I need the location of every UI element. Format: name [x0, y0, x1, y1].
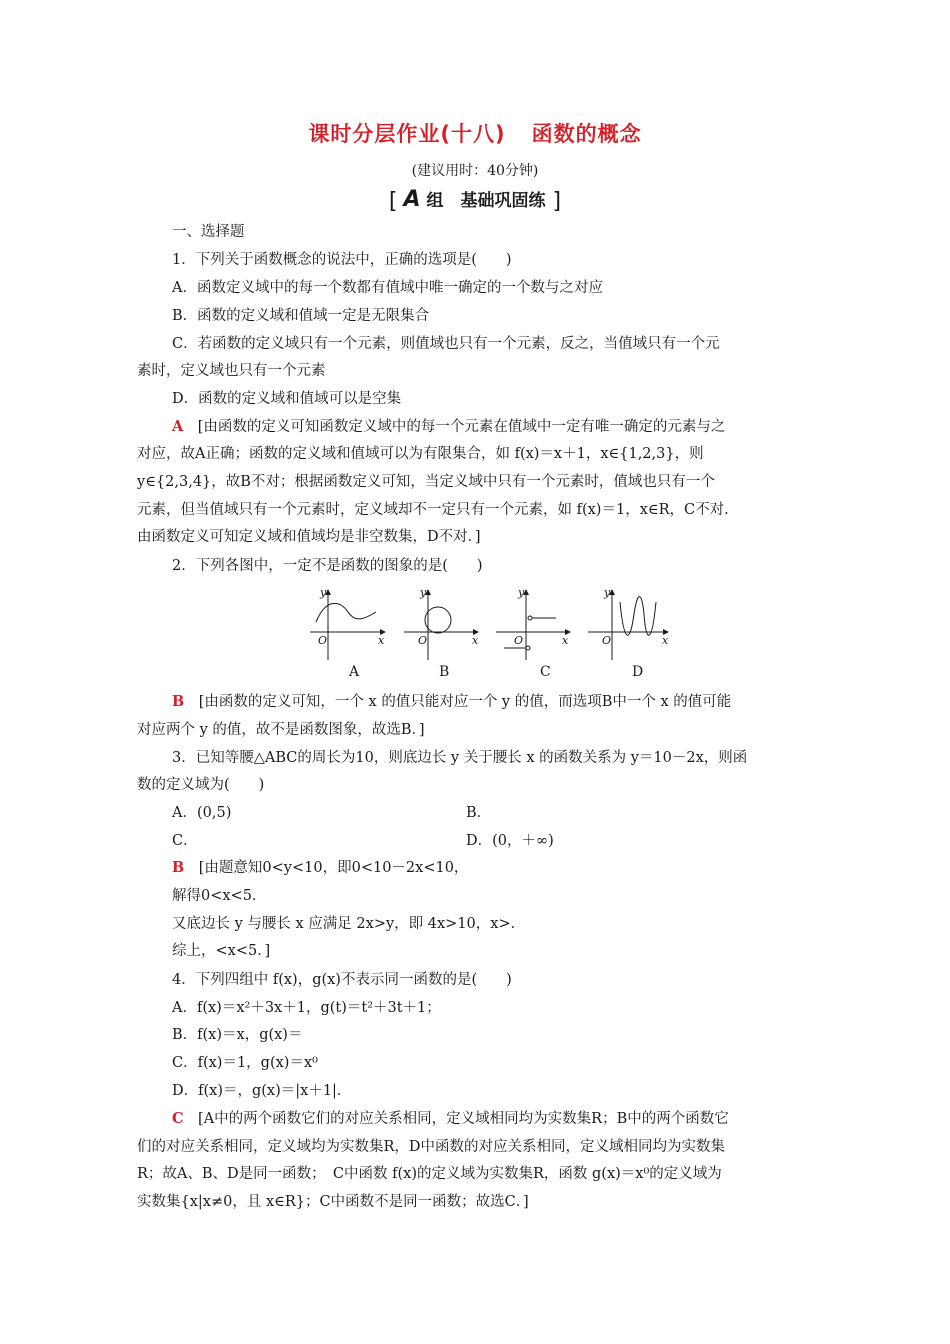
q1-solution-line2: 对应，故A正确；函数的定义域和值域可以为有限集合，如 f(x)＝x＋1，x∈{1,2,3}，则 — [137, 446, 704, 462]
graph-d-x-label: x — [662, 634, 669, 647]
section-heading: 一、选择题 — [172, 224, 245, 240]
q3-stem-cont: 数的定义域为( ) — [137, 777, 265, 793]
q3-option-d: D．(0，＋∞) — [466, 833, 554, 849]
group-heading: [ A 组 基础巩固练 ] — [388, 187, 562, 214]
q3-solution: B [由题意知0<y<10，即0<10－2x<10， — [172, 859, 469, 876]
q2-graphs-figure — [300, 584, 680, 662]
graph-c-label: C — [540, 664, 551, 680]
q3-answer: B — [172, 859, 185, 876]
q4-stem: 4．下列四组中 f(x)，g(x)不表示同一函数的是( ) — [172, 972, 512, 988]
graph-b-x-label: x — [472, 634, 479, 647]
graph-c-x-label: x — [562, 634, 569, 647]
graph-a-x-label: x — [378, 634, 385, 647]
q1-option-d: D．函数的定义域和值域可以是空集 — [172, 391, 402, 407]
q1-answer: A — [172, 418, 184, 435]
q1-option-a: A．函数定义域中的每一个数都有值域中唯一确定的一个数与之对应 — [172, 280, 603, 296]
q4-option-b: B．f(x)＝x，g(x)＝ — [172, 1027, 303, 1043]
q3-option-a: A．(0,5) — [172, 805, 232, 821]
graph-a-origin: O — [318, 634, 328, 647]
q2-solution: B [由函数的定义可知，一个 x 的值只能对应一个 y 的值，而选项B中一个 x 的值可能 — [172, 693, 732, 710]
graph-b-label: B — [439, 664, 450, 680]
q3-stem: 3．已知等腰△ABC的周长为10，则底边长 y 关于腰长 x 的函数关系为 y＝10－2x，则函 — [172, 750, 748, 766]
q1-stem: 1．下列关于函数概念的说法中，正确的选项是( ) — [172, 252, 512, 268]
graph-a-y-label: y — [320, 586, 327, 599]
q3-solution-line2: 解得0<x<5． — [172, 888, 267, 904]
q4-option-c: C．f(x)＝1，g(x)＝x⁰ — [172, 1055, 318, 1071]
graph-a-label: A — [349, 664, 360, 680]
q2-answer: B — [172, 693, 185, 710]
q3-option-b: B． — [466, 805, 492, 821]
q1-option-c-cont: 素时，定义域也只有一个元素 — [137, 363, 326, 379]
q1-option-c: C．若函数的定义域只有一个元素，则值域也只有一个元素，反之，当值域只有一个元 — [172, 336, 720, 352]
q2-solution-line2: 对应两个 y 的值，故不是函数图象，故选B．] — [137, 722, 425, 738]
page-title: 课时分层作业(十八) 函数的概念 — [308, 122, 642, 146]
graph-b-y-label: y — [420, 586, 427, 599]
q1-solution: A [由函数的定义可知函数定义域中的每一个元素在值域中一定有唯一确定的元素与之 — [172, 418, 726, 435]
graph-c-origin: O — [514, 634, 524, 647]
q1-option-b: B．函数的定义域和值域一定是无限集合 — [172, 308, 430, 324]
q3-solution-line4: 综上，<x<5．] — [172, 943, 271, 959]
q2-stem: 2．下列各图中，一定不是函数的图象的是( ) — [172, 558, 483, 574]
q4-solution: C [A中的两个函数它们的对应关系相同，定义域相同均为实数集R；B中的两个函数它 — [172, 1110, 729, 1127]
q4-solution-line2: 们的对应关系相同，定义域均为实数集R，D中函数的对应关系相同，定义域相同均为实数集 — [137, 1139, 726, 1155]
q1-solution-line5: 由函数定义可知定义域和值域均是非空数集，D不对．] — [137, 529, 481, 545]
graph-d-label: D — [632, 664, 644, 680]
q1-solution-line3: y∈{2,3,4}，故B不对；根据函数定义可知，当定义域中只有一个元素时，值域也只有一个 — [137, 474, 715, 490]
q3-option-c: C． — [172, 833, 198, 849]
suggested-time: (建议用时：40分钟) — [411, 163, 539, 179]
q4-solution-line3: R；故A、B、D是同一函数； C中函数 f(x)的定义域为实数集R，函数 g(x)＝x⁰的定义域为 — [137, 1166, 722, 1182]
q4-option-d: D．f(x)＝，g(x)＝|x＋1|． — [172, 1083, 352, 1099]
graph-c-y-label: y — [518, 586, 525, 599]
graph-d-origin: O — [602, 634, 612, 647]
q4-option-a: A．f(x)＝x²＋3x＋1，g(t)＝t²＋3t＋1； — [172, 1000, 441, 1016]
graph-d-y-label: y — [604, 586, 611, 599]
graph-b-origin: O — [418, 634, 428, 647]
q1-solution-line4: 元素，但当值域只有一个元素时，定义域却不一定只有一个元素，如 f(x)＝1，x∈R，C不对. — [137, 502, 729, 518]
q3-solution-line3: 又底边长 y 与腰长 x 应满足 2x>y，即 4x>10，x>． — [172, 916, 526, 932]
q4-answer: C — [172, 1110, 184, 1127]
q4-solution-line4: 实数集{x|x≠0，且 x∈R}；C中函数不是同一函数；故选C．] — [137, 1194, 529, 1210]
